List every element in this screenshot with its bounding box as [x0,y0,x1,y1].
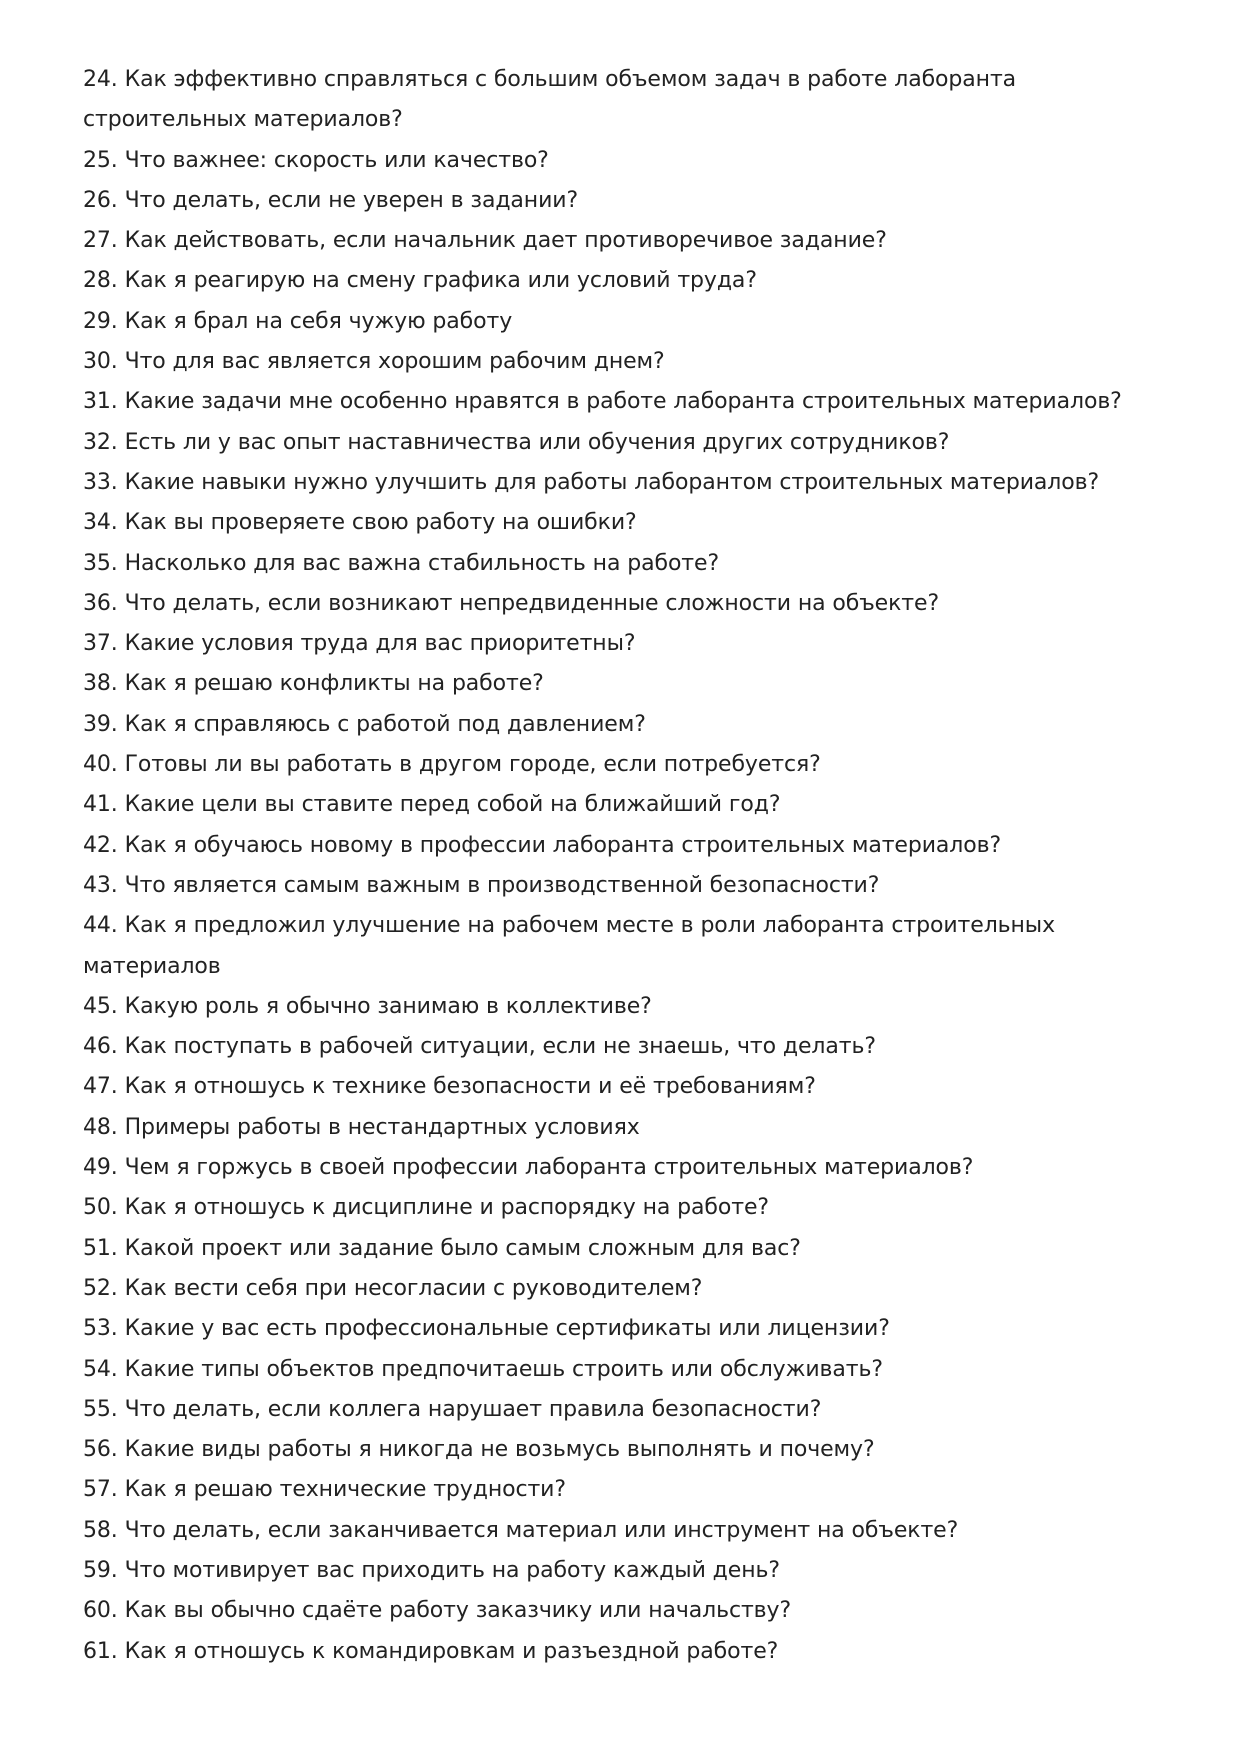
question-item: 49. Чем я горжусь в своей профессии лаборанта строительных материалов? [83,1155,974,1181]
question-item: 38. Как я решаю конфликты на работе? [83,671,544,697]
question-item: 41. Какие цели вы ставите перед собой на ближайший год? [83,792,781,818]
question-item: 28. Как я реагирую на смену графика или условий труда? [83,268,757,294]
question-item: 36. Что делать, если возникают непредвиденные сложности на объекте? [83,590,940,616]
question-list [83,60,1159,1672]
question-item: 27. Как действовать, если начальник дает противоречивое задание? [83,228,887,254]
question-item: 54. Какие типы объектов предпочитаешь строить или обслуживать? [83,1356,883,1382]
question-item: 45. Какую роль я обычно занимаю в коллективе? [83,993,652,1019]
question-item: 34. Как вы проверяете свою работу на ошибки? [83,510,637,536]
question-item: 33. Какие навыки нужно улучшить для работы лаборантом строительных материалов? [83,469,1100,495]
question-item: 52. Как вести себя при несогласии с руководителем? [83,1275,703,1301]
question-item: 40. Готовы ли вы работать в другом городе, если потребуется? [83,752,821,778]
question-item: 58. Что делать, если заканчивается материал или инструмент на объекте? [83,1517,959,1543]
question-item: 39. Как я справляюсь с работой под давлением? [83,711,646,737]
question-item: 51. Какой проект или задание было самым сложным для вас? [83,1235,801,1261]
question-item: 46. Как поступать в рабочей ситуации, если не знаешь, что делать? [83,1034,876,1060]
question-item: 35. Насколько для вас важна стабильность на работе? [83,550,720,576]
question-item: 50. Как я отношусь к дисциплине и распорядку на работе? [83,1195,769,1221]
question-item: 55. Что делать, если коллега нарушает правила безопасности? [83,1396,822,1422]
question-item: 61. Как я отношусь к командировкам и разъездной работе? [83,1638,779,1664]
question-item: 53. Какие у вас есть профессиональные сертификаты или лицензии? [83,1316,890,1342]
question-item: 43. Что является самым важным в производственной безопасности? [83,872,880,898]
question-item: 32. Есть ли у вас опыт наставничества или обучения других сотрудников? [83,429,950,455]
question-item: 30. Что для вас является хорошим рабочим днем? [83,349,665,375]
question-item: 31. Какие задачи мне особенно нравятся в работе лаборанта строительных материалов? [83,389,1122,415]
question-item: 44. Как я предложил улучшение на рабочем месте в роли лаборанта строительных материалов [83,913,1055,979]
question-item: 29. Как я брал на себя чужую работу [83,308,513,334]
question-item: 60. Как вы обычно сдаёте работу заказчику или начальству? [83,1598,792,1624]
question-item: 24. Как эффективно справляться с большим объемом задач в работе лаборанта строительных материалов? [83,67,1017,133]
question-item: 47. Как я отношусь к технике безопасности и её требованиям? [83,1074,816,1100]
question-item: 25. Что важнее: скорость или качество? [83,147,549,173]
question-item: 56. Какие виды работы я никогда не возьмусь выполнять и почему? [83,1437,875,1463]
question-item: 59. Что мотивирует вас приходить на работу каждый день? [83,1557,780,1583]
question-item: 37. Какие условия труда для вас приоритетны? [83,631,636,657]
question-item: 57. Как я решаю технические трудности? [83,1477,566,1503]
question-item: 42. Как я обучаюсь новому в профессии лаборанта строительных материалов? [83,832,1002,858]
question-item: 26. Что делать, если не уверен в задании? [83,187,579,213]
question-item: 48. Примеры работы в нестандартных условиях [83,1114,640,1140]
